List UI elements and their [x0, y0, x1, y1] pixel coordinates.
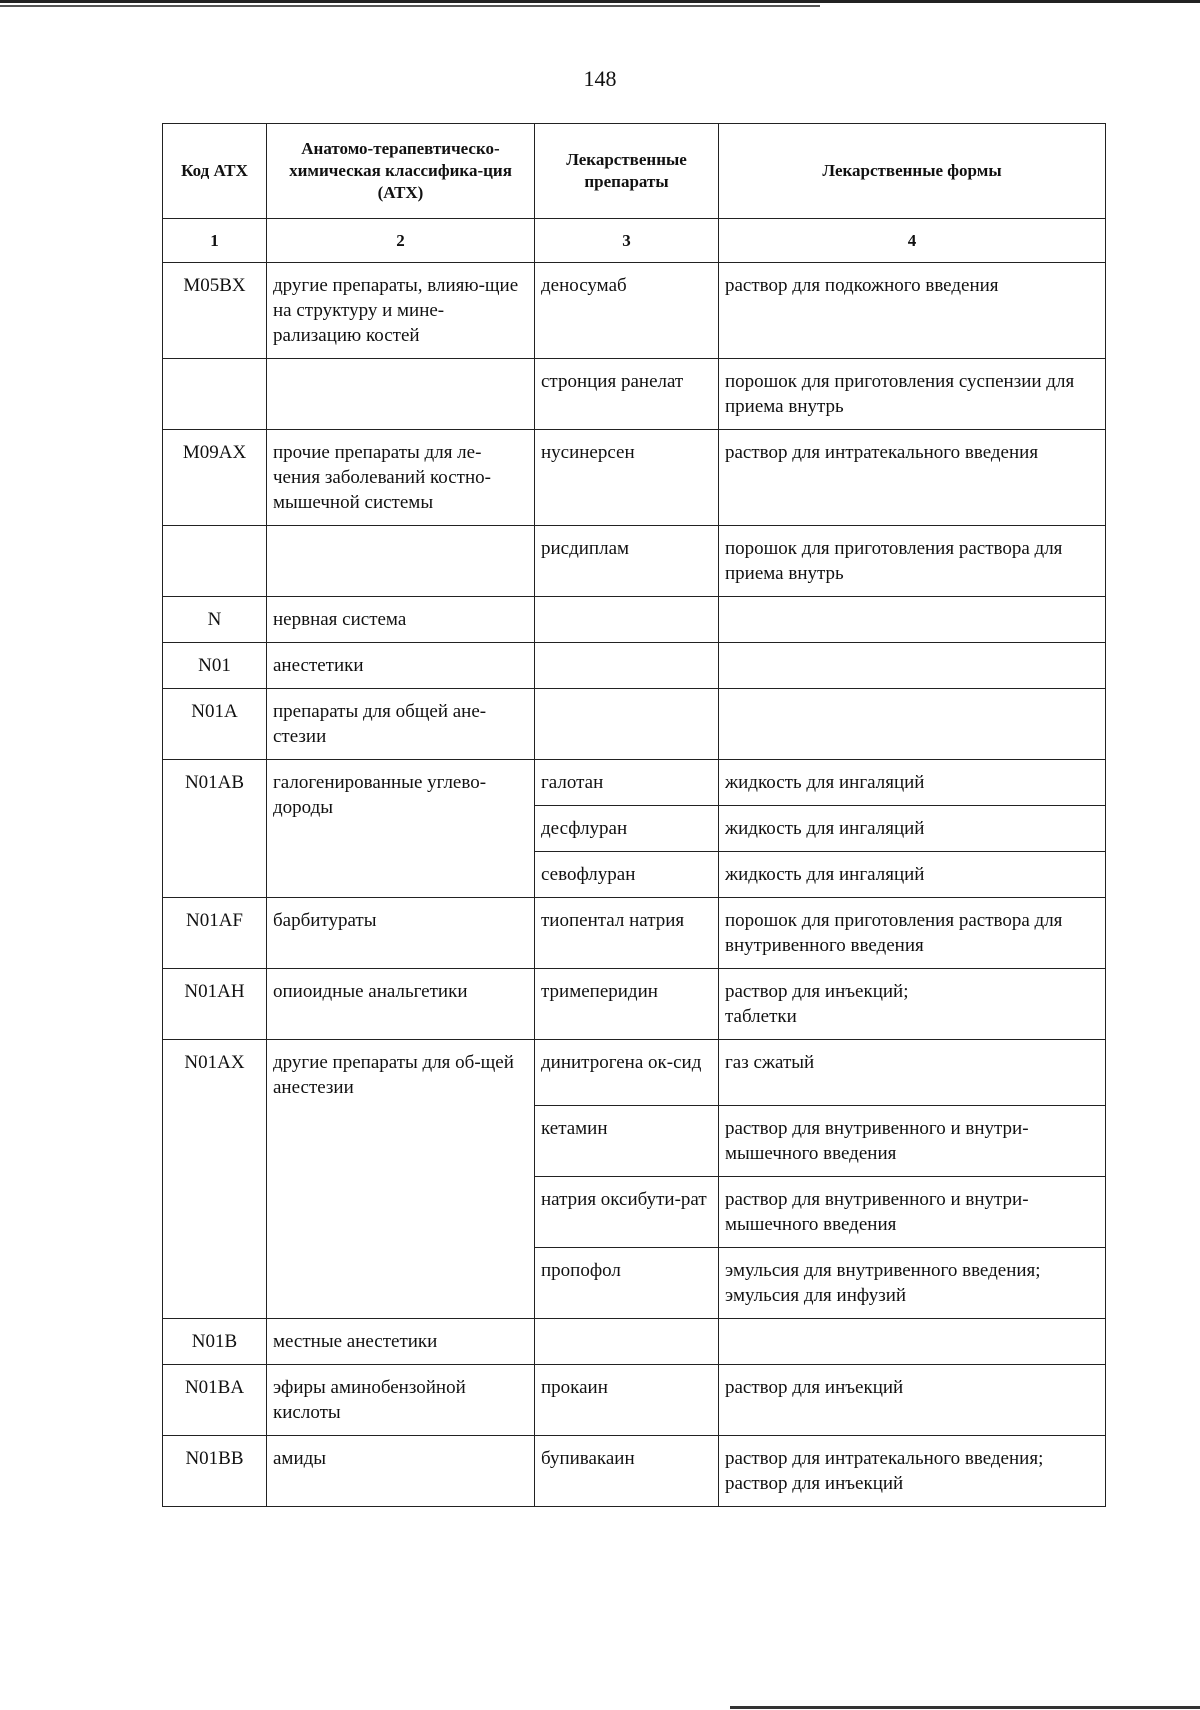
classification-cell [267, 359, 535, 430]
dosage-form-cell: эмульсия для внутривенного введения; эмульсия для инфузий [719, 1248, 1106, 1319]
atc-code-cell: M05BX [163, 263, 267, 359]
drug-cell: натрия оксибути-рат [535, 1177, 719, 1248]
table-row [163, 263, 1106, 359]
atc-code-cell: N01BA [163, 1365, 267, 1436]
atc-code-cell: N01AX [163, 1040, 267, 1319]
dosage-form-cell: жидкость для ингаляций [719, 852, 1106, 898]
atc-code-cell: N01AF [163, 898, 267, 969]
classification-cell: местные анестетики [267, 1319, 535, 1365]
atc-code-cell: N01BB [163, 1436, 267, 1507]
atc-code-cell: M09AX [163, 430, 267, 526]
table-row [163, 526, 1106, 597]
bottom-edge-rule [730, 1706, 1200, 1709]
dosage-form-cell: жидкость для ингаляций [719, 760, 1106, 806]
drug-cell: десфлуран [535, 806, 719, 852]
table-row [163, 643, 1106, 689]
column-number: 4 [719, 219, 1106, 263]
table-row [163, 760, 1106, 806]
column-number: 2 [267, 219, 535, 263]
drug-cell: динитрогена ок-сид [535, 1040, 719, 1106]
dosage-form-cell: раствор для внутривенного и внутри-мышечного введения [719, 1177, 1106, 1248]
atc-code-cell: N01A [163, 689, 267, 760]
dosage-form-cell: порошок для приготовления раствора для приема внутрь [719, 526, 1106, 597]
atc-code-cell: N01 [163, 643, 267, 689]
atc-code-cell [163, 359, 267, 430]
header-drug: Лекарственные препараты [535, 124, 719, 219]
header-form: Лекарственные формы [719, 124, 1106, 219]
classification-cell: нервная система [267, 597, 535, 643]
atc-code-cell: N01AH [163, 969, 267, 1040]
drug-cell [535, 643, 719, 689]
classification-cell: препараты для общей ане-стезии [267, 689, 535, 760]
dosage-form-cell [719, 689, 1106, 760]
drug-cell: кетамин [535, 1106, 719, 1177]
dosage-form-cell [719, 643, 1106, 689]
drug-cell: бупивакаин [535, 1436, 719, 1507]
atc-code-cell: N [163, 597, 267, 643]
drug-cell: галотан [535, 760, 719, 806]
drug-cell [535, 1319, 719, 1365]
atc-table [162, 123, 1106, 1507]
classification-cell: барбитураты [267, 898, 535, 969]
table-header [163, 124, 1106, 219]
classification-cell: другие препараты для об-щей анестезии [267, 1040, 535, 1319]
table-row [163, 1040, 1106, 1106]
top-edge-rule [0, 0, 1200, 3]
classification-cell: анестетики [267, 643, 535, 689]
column-number-row [163, 219, 1106, 263]
drug-cell: пропофол [535, 1248, 719, 1319]
classification-cell [267, 526, 535, 597]
dosage-form-cell: газ сжатый [719, 1040, 1106, 1106]
dosage-form-cell: раствор для интратекального введения; раствор для инъекций [719, 1436, 1106, 1507]
dosage-form-cell: порошок для приготовления раствора для внутривенного введения [719, 898, 1106, 969]
classification-cell: амиды [267, 1436, 535, 1507]
table-row [163, 898, 1106, 969]
drug-cell: прокаин [535, 1365, 719, 1436]
table-row [163, 430, 1106, 526]
drug-cell: деносумаб [535, 263, 719, 359]
classification-cell: опиоидные анальгетики [267, 969, 535, 1040]
dosage-form-cell: раствор для интратекального введения [719, 430, 1106, 526]
dosage-form-cell: раствор для внутривенного и внутри-мышечного введения [719, 1106, 1106, 1177]
page-number: 148 [583, 66, 617, 91]
atc-code-cell: N01B [163, 1319, 267, 1365]
drug-cell: севофлуран [535, 852, 719, 898]
dosage-form-cell: раствор для подкожного введения [719, 263, 1106, 359]
header-code: Код АТХ [163, 124, 267, 219]
dosage-form-cell [719, 597, 1106, 643]
table-row [163, 1365, 1106, 1436]
drug-cell [535, 597, 719, 643]
atc-code-cell [163, 526, 267, 597]
drug-cell: нусинерсен [535, 430, 719, 526]
atc-code-cell: N01AB [163, 760, 267, 898]
classification-cell: прочие препараты для ле-чения заболеваний костно-мышечной системы [267, 430, 535, 526]
top-edge-rule-secondary [0, 5, 820, 7]
dosage-form-cell: раствор для инъекций; таблетки [719, 969, 1106, 1040]
classification-cell: эфиры аминобензойной кислоты [267, 1365, 535, 1436]
column-number: 1 [163, 219, 267, 263]
drug-cell: тиопентал натрия [535, 898, 719, 969]
table-row [163, 1436, 1106, 1507]
header-classification: Анатомо-терапевтическо-химическая классифика-ция (АТХ) [267, 124, 535, 219]
dosage-form-cell: раствор для инъекций [719, 1365, 1106, 1436]
table-body [163, 219, 1106, 1507]
table-row [163, 359, 1106, 430]
drug-cell: рисдиплам [535, 526, 719, 597]
dosage-form-cell: порошок для приготовления суспензии для приема внутрь [719, 359, 1106, 430]
table-row [163, 969, 1106, 1040]
table-row [163, 1319, 1106, 1365]
column-number: 3 [535, 219, 719, 263]
dosage-form-cell [719, 1319, 1106, 1365]
classification-cell: галогенированные углево-дороды [267, 760, 535, 898]
classification-cell: другие препараты, влияю-щие на структуру и мине-рализацию костей [267, 263, 535, 359]
table-row [163, 597, 1106, 643]
drug-cell: стронция ранелат [535, 359, 719, 430]
dosage-form-cell: жидкость для ингаляций [719, 806, 1106, 852]
drug-cell: тримеперидин [535, 969, 719, 1040]
drug-cell [535, 689, 719, 760]
table-row [163, 689, 1106, 760]
